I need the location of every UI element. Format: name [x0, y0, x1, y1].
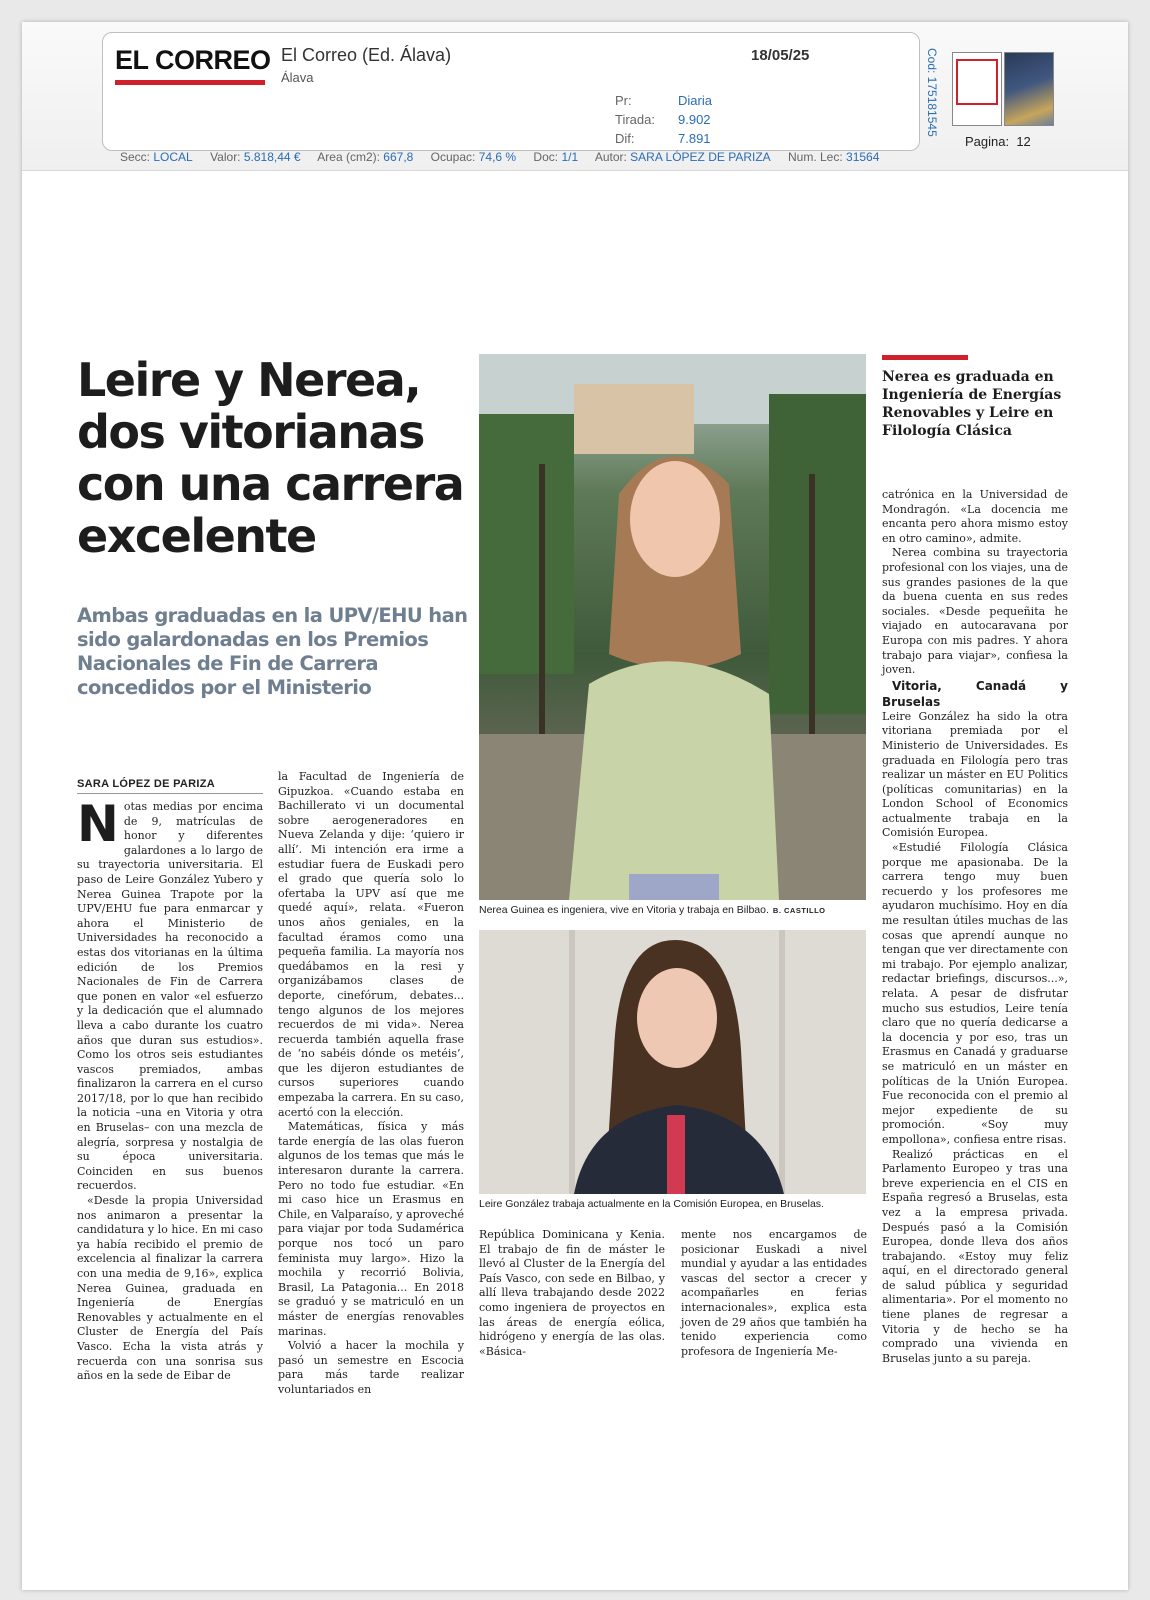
- stat-label: Valor:: [210, 150, 241, 164]
- publication-info-box: [102, 32, 920, 151]
- photo-nerea: [479, 354, 866, 900]
- newspaper-logo: EL CORREO: [115, 45, 271, 75]
- publication-region: Álava: [281, 70, 314, 85]
- photo-credit: B. CASTILLO: [772, 906, 826, 915]
- page-number-label: Pagina:: [965, 134, 1010, 149]
- clipping-stats: [120, 150, 893, 164]
- clipping-header: [22, 22, 1128, 171]
- publication-name: El Correo (Ed. Álava): [281, 45, 452, 65]
- page-thumbnail-2[interactable]: [1004, 52, 1054, 126]
- stat-label: Secc:: [120, 150, 151, 164]
- page-thumbnail-1[interactable]: [952, 52, 1002, 126]
- meta-label-pr: Pr:: [615, 93, 632, 108]
- article-column-1: [77, 795, 263, 1384]
- stat-label: Num. Lec:: [788, 150, 843, 164]
- article-column-3: [479, 1228, 665, 1359]
- paragraph: la Facultad de Ingeniería de Gipuzkoa. «Cuando estaba en Bachillerato vi un documental sobre aerogeneradores en Nueva Zelanda y dije: ‘quiero ir allí’. Mi intención era irme a estudiar fuera de Euskadi pero el grado que quería solo lo ofertaba la UPV así que me quedé aquí», relata. «Fueron unos años geniales, en la facultad éramos como una pequeña familia. La mayoría nos quedábamos en la resi y organizábamos clases de deporte, cinefórum, debates... tengo algunos de los mejores recuerdos de mi vida». Nerea recuerda también aquella frase de ‘no sabéis dónde os metéis’, que les dijeron estudiantes de cursos superiores cuando empezaba la carrera. En su caso, acertó con la elección.: [278, 770, 464, 1119]
- article-byline: SARA LÓPEZ DE PARIZA: [77, 778, 263, 794]
- publication-date: 18/05/25: [751, 47, 810, 64]
- caption-text: Nerea Guinea es ingeniera, vive en Vitoria y trabaja en Bilbao.: [479, 904, 769, 916]
- article-subhead: Ambas graduadas en la UPV/EHU han sido galardonadas en los Premios Nacionales de Fin de Carrera concedidos por el Ministerio: [77, 604, 468, 699]
- stat-value: 1/1: [561, 150, 579, 164]
- meta-value-tirada: 9.902: [678, 112, 711, 127]
- clipping-code-text: Cod: 175181545: [925, 48, 939, 137]
- clipping-sheet: [22, 22, 1128, 1590]
- article-column-5: [882, 488, 1068, 1366]
- paragraph: Matemáticas, física y más tarde energía de las olas fueron algunos de los temas que más le interesaron durante la carrera. Pero no todo fue estudiar. «En mi caso hice un Erasmus en Chile, en Valparaíso, y aproveché para viajar por toda Sudamérica porque nos tocó un paro feminista muy largo». Hizo la mochila y recorrió Bolivia, Brasil, La Patagonia... En 2018 se graduó y se matriculó en un máster de energías renovables marinas.: [278, 1120, 465, 1338]
- page-number-value: 12: [1016, 134, 1031, 149]
- stat-value: 5.818,44 €: [243, 150, 301, 164]
- paragraph: mente nos encargamos de posicionar Euskadi a nivel mundial y ayudar a las entidades vascas del sector a crecer y acompañarles en ferias internacionales», explica esta joven de 29 años que también ha tenido experiencia como profesora de Ingeniería Me-: [681, 1228, 867, 1358]
- sidebar-highlight: Nerea es graduada en Ingeniería de Energías Renovables y Leire en Filología Clásica: [882, 369, 1062, 439]
- stat-value: SARA LÓPEZ DE PARIZA: [630, 150, 771, 164]
- article-column-4: [681, 1228, 867, 1359]
- meta-value-dif: 7.891: [678, 131, 711, 146]
- photo-nerea-illustration: [479, 354, 866, 900]
- photo-leire-caption: Leire González trabaja actualmente en la Comisión Europea, en Bruselas.: [479, 1198, 824, 1210]
- paragraph: Nerea combina su trayectoria profesional con los viajes, una de sus grandes pasiones de la que da buena cuenta en sus redes sociales. «Desde pequeñita he viajado en autocaravana por Europa con mis padres. Y ahora trabajo para viajar», confiesa la joven.: [882, 546, 1068, 677]
- drop-cap: N: [77, 795, 119, 853]
- paragraph: Volvió a hacer la mochila y pasó un semestre en Escocia para más tarde realizar voluntariados en: [278, 1339, 464, 1396]
- paragraph: [77, 795, 263, 1194]
- article-column-2: [278, 770, 464, 1398]
- meta-value-pr: Diaria: [678, 93, 712, 108]
- stat-label: Ocupac:: [430, 150, 476, 164]
- page-number: [965, 134, 1031, 149]
- thumbnail-highlight: [956, 59, 998, 105]
- paragraph: Realizó prácticas en el Parlamento Europeo y tras una breve experiencia en el CIS en España regresó a Bruselas, esta vez a la empresa privada. Después pasó a la Comisión Europea, donde lleva dos años trabajando. «Estoy muy feliz aquí, en el directorado general de salud pública y seguridad alimentaria». Por el momento no tiene planes de regresar a Vitoria y de hecho se ha comprado una vivienda en Bruselas junto a su pareja.: [882, 1147, 1068, 1365]
- paragraph: Leire González ha sido la otra vitoriana premiada por el Ministerio de Universidades. Es graduada en Filología pero tras realizar un máster en EU Politics (políticas comunitarias) en la London School of Economics actualmente trabaja en la Comisión Europea.: [882, 709, 1068, 840]
- logo-underline: [115, 80, 265, 85]
- photo-nerea-caption: [479, 904, 866, 916]
- stat-value: 667,8: [383, 150, 414, 164]
- paragraph-text: otas medias por encima de 9, matrículas de honor y diferentes galardones a lo largo de su trayectoria universitaria. El paso de Leire González Yubero y Nerea Guinea Trapote por la UPV/EHU fue para enmarcar y ahora el Ministerio de Universidades ha reconocido a estas dos vitorianas en la última edición de los Premios Nacionales de Fin de Carrera que ponen en valor «el esfuerzo y la dedicación que el alumnado lleva a cabo durante los cuatro años que duran sus estudios». Como los otros seis estudiantes vascos premiados, ambas finalizaron la carrera en el curso 2017/18, por lo que han recibido la noticia –una en Vitoria y otra en Bruselas– con una mezcla de alegría, sorpresa y nostalgia de su época universitaria. Coinciden en sus buenos recuerdos.: [77, 800, 263, 1193]
- paragraph: catrónica en la Universidad de Mondragón. «La docencia me encanta pero ahora mismo estoy en otro camino», admite.: [882, 488, 1068, 545]
- photo-leire-illustration: [479, 930, 866, 1194]
- stat-label: Doc:: [533, 150, 559, 164]
- section-subtitle: Vitoria, Canadá y Bruselas: [882, 678, 1068, 709]
- clipping-code: [923, 48, 941, 148]
- meta-label-tirada: Tirada:: [615, 112, 655, 127]
- stat-label: Area (cm2):: [317, 150, 380, 164]
- paragraph: «Desde la propia Universidad nos animaron a presentar la candidatura y lo hice. En mi caso ya había recibido el premio de excelencia al finalizar la carrera con una media de 9,16», explica Nerea Guinea, graduada en Ingeniería de Energías Renovables y actualmente en el Cluster de Energía del País Vasco. Echa la vista atrás y recuerda con una sonrisa sus años en la sede de Eibar de: [77, 1194, 263, 1383]
- article-headline: Leire y Nerea, dos vitorianas con una carrera excelente: [77, 353, 464, 563]
- stat-value: LOCAL: [153, 150, 193, 164]
- stat-value: 31564: [846, 150, 880, 164]
- paragraph: República Dominicana y Kenia. El trabajo de fin de máster le llevó al Cluster de la Energía del País Vasco, con sede en Bilbao, y allí lleva trabajando desde 2022 como ingeniera de proyectos en las áreas de energía eólica, hidrógeno y energía de las olas. «Básica-: [479, 1228, 665, 1358]
- photo-leire: [479, 930, 866, 1194]
- sidebar-rule: [882, 355, 968, 360]
- stat-label: Autor:: [594, 150, 627, 164]
- meta-label-dif: Dif:: [615, 131, 635, 146]
- paragraph: «Estudié Filología Clásica porque me apasionaba. De la carrera tengo muy buen recuerdo y los profesores me ayudaron muchísimo. Hoy en día me resultan útiles muchas de las cosas que aprendí aunque no tengan que ver directamente con mi trabajo. Por ejemplo analizar, redactar briefings, discursos...», relata. A pesar de disfrutar mucho sus estudios, Leire tenía claro que no quería dedicarse a la docencia y por eso, tras un Erasmus en Canadá y graduarse se matriculó en un máster en políticas de la Unión Europea. Fue reconocida con el premio al mejor expediente de su promoción. «Soy muy empollona», confiesa entre risas.: [882, 841, 1068, 1146]
- stat-value: 74,6 %: [478, 150, 517, 164]
